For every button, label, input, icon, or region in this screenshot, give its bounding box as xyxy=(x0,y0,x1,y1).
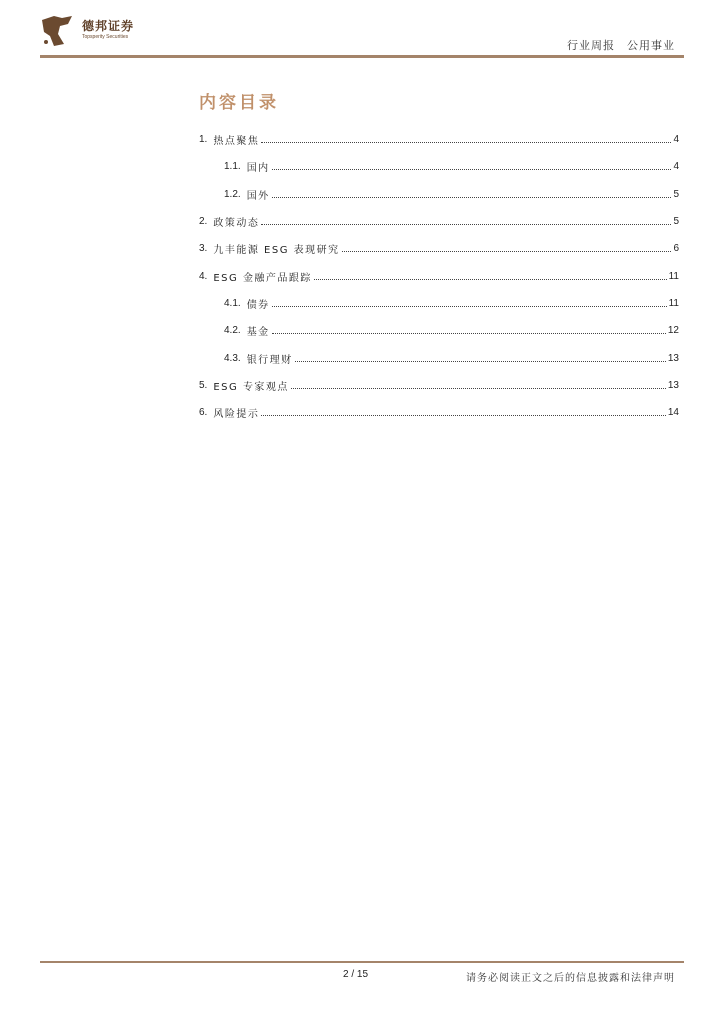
header-divider xyxy=(40,55,684,58)
table-of-contents xyxy=(199,126,679,426)
header-meta xyxy=(567,37,675,53)
toc-leader-dots xyxy=(342,251,672,252)
toc-entry-number: 6. xyxy=(199,407,208,419)
toc-entry[interactable] xyxy=(199,208,679,235)
toc-entry-number: 4.1. xyxy=(224,297,241,309)
toc-leader-dots xyxy=(261,224,671,225)
toc-entry[interactable] xyxy=(199,235,679,262)
toc-entry-page: 11 xyxy=(668,270,679,282)
toc-entry-page: 12 xyxy=(667,325,679,337)
toc-entry-label: 风险提示 xyxy=(213,409,260,421)
toc-entry-label: 政策动态 xyxy=(213,218,260,230)
toc-entry-number: 1.1. xyxy=(224,161,241,173)
toc-entry[interactable] xyxy=(199,399,679,426)
company-name: 德邦证券 xyxy=(82,19,135,33)
toc-entry-label: ESG 专家观点 xyxy=(213,381,289,393)
toc-entry[interactable] xyxy=(199,317,679,344)
toc-entry[interactable] xyxy=(199,126,679,153)
toc-entry-number: 5. xyxy=(199,379,208,391)
company-name-en: Topsperity Securities xyxy=(82,34,129,40)
footer-divider xyxy=(40,961,684,963)
toc-entry-page: 5 xyxy=(673,216,679,228)
toc-entry-page: 13 xyxy=(667,352,679,364)
sector-name: 公用事业 xyxy=(627,39,675,52)
toc-entry-page: 14 xyxy=(667,407,679,419)
toc-entry-label: 基金 xyxy=(246,327,270,339)
toc-entry-label: 热点聚焦 xyxy=(213,136,260,148)
toc-entry[interactable] xyxy=(199,344,679,371)
toc-entry-number: 4. xyxy=(199,270,208,282)
toc-leader-dots xyxy=(272,306,667,307)
toc-leader-dots xyxy=(272,169,672,170)
toc-entry-page: 13 xyxy=(667,379,679,391)
toc-entry-label: 九丰能源 ESG 表现研究 xyxy=(213,245,340,257)
toc-entry-page: 5 xyxy=(673,188,679,200)
toc-title: 内容目录 xyxy=(199,93,279,113)
toc-entry-number: 1. xyxy=(199,134,208,146)
toc-entry-page: 6 xyxy=(673,243,679,255)
toc-entry-label: ESG 金融产品跟踪 xyxy=(213,272,312,284)
report-type: 行业周报 xyxy=(567,39,615,52)
toc-entry-number: 4.3. xyxy=(224,352,241,364)
toc-entry[interactable] xyxy=(199,262,679,289)
toc-entry[interactable] xyxy=(199,372,679,399)
toc-entry-page: 4 xyxy=(673,134,679,146)
toc-entry-label: 国内 xyxy=(246,163,270,175)
toc-entry-label: 债券 xyxy=(246,299,270,311)
toc-entry-number: 1.2. xyxy=(224,188,241,200)
page-indicator: 2 / 15 xyxy=(343,969,369,980)
toc-entry[interactable] xyxy=(199,290,679,317)
toc-leader-dots xyxy=(261,415,666,416)
company-logo xyxy=(40,14,140,48)
toc-entry[interactable] xyxy=(199,153,679,180)
toc-entry-number: 4.2. xyxy=(224,325,241,337)
toc-entry-number: 3. xyxy=(199,243,208,255)
legal-notice: 请务必阅读正文之后的信息披露和法律声明 xyxy=(466,973,675,984)
toc-leader-dots xyxy=(295,361,666,362)
toc-leader-dots xyxy=(314,279,667,280)
toc-entry[interactable] xyxy=(199,181,679,208)
toc-entry-label: 银行理财 xyxy=(246,354,293,366)
toc-entry-number: 2. xyxy=(199,216,208,228)
toc-entry-page: 11 xyxy=(668,297,679,309)
toc-leader-dots xyxy=(272,197,672,198)
toc-entry-label: 国外 xyxy=(246,190,270,202)
toc-entry-page: 4 xyxy=(673,161,679,173)
toc-leader-dots xyxy=(272,333,666,334)
logo-mark-icon xyxy=(40,14,74,48)
toc-leader-dots xyxy=(291,388,666,389)
toc-leader-dots xyxy=(261,142,671,143)
